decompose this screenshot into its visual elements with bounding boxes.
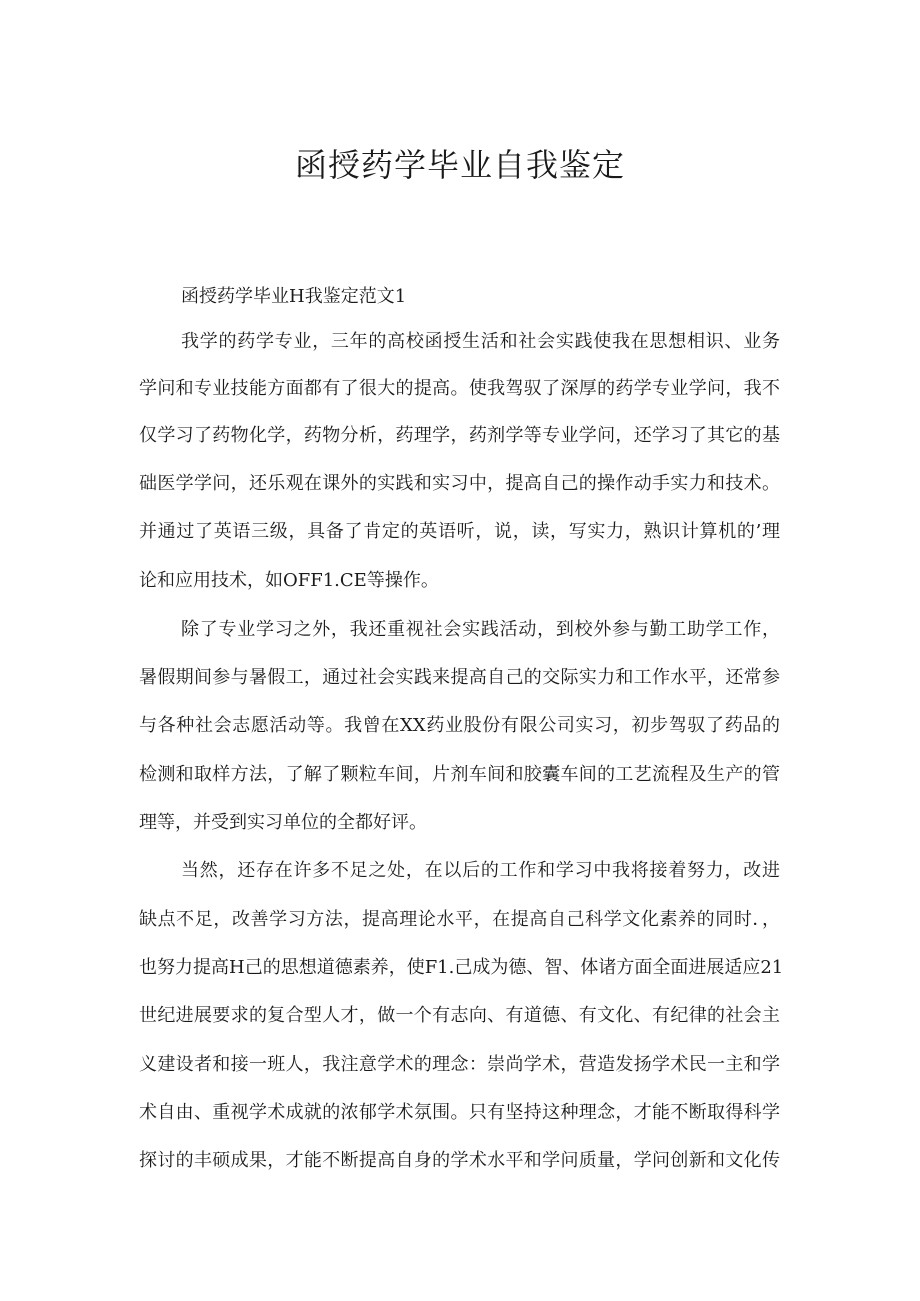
paragraph-line: 并通过了英语三级，具备了肯定的英语听，说，读，写实力，熟识计算机的’理 <box>139 521 780 542</box>
document-title: 函授药学毕业自我鉴定 <box>294 146 625 184</box>
paragraph-line: 检测和取样方法，了解了颗粒车间，片剂车间和胶囊车间的工艺流程及生产的管 <box>139 764 780 785</box>
paragraph-line: 论和应用技术，如OFF1.CE等操作。 <box>139 570 439 591</box>
paragraph-line: 学问和专业技能方面都有了很大的提高。使我驾驭了深厚的药学专业学问，我不 <box>139 378 780 399</box>
paragraph-line: 义建设者和接一班人，我注意学术的理念：崇尚学术，营造发扬学术民一主和学 <box>139 1054 780 1075</box>
paragraph-line: 除了专业学习之外，我还重视社会实践活动，到校外参与勤工助学工作， <box>181 619 780 640</box>
paragraph-line: 也努力提高H己的思想道德素养，使F1.己成为德、智、体诸方面全面进展适应21 <box>139 957 784 978</box>
paragraph-line: 暑假期间参与暑假工，通过社会实践来提高自己的交际实力和工作水平，还常参 <box>139 667 780 688</box>
paragraph-line: 我学的药学专业，三年的高校函授生活和社会实践使我在思想相识、业务 <box>181 331 780 352</box>
paragraph-line: 与各种社会志愿活动等。我曾在XX药业股份有限公司实习，初步驾驭了药品的 <box>139 715 780 736</box>
paragraph-line: 世纪进展要求的复合型人才，做一个有志向、有道德、有文化、有纪律的社会主 <box>139 1005 780 1026</box>
paragraph-line: 术自由、重视学术成就的浓郁学术氛围。只有坚持这种理念，才能不断取得科学 <box>139 1102 780 1123</box>
paragraph-line: 探讨的丰硕成果，才能不断提高自身的学术水平和学问质量，学问创新和文化传 <box>139 1150 780 1171</box>
paragraph-line: 础医学学问，还乐观在课外的实践和实习中，提高自己的操作动手实力和技术。 <box>139 473 780 494</box>
paragraph-line: 仅学习了药物化学，药物分析，药理学，药剂学等专业学问，还学习了其它的基 <box>139 425 780 446</box>
document-subtitle: 函授药学毕业H我鉴定范文1 <box>181 286 407 307</box>
paragraph-line: 缺点不足，改善学习方法，提高理论水平，在提高自己科学文化素养的同时．， <box>139 909 780 930</box>
paragraph-line: 当然，还存在许多不足之处，在以后的工作和学习中我将接着努力，改进 <box>181 860 780 881</box>
paragraph-line: 理等，并受到实习单位的全都好评。 <box>139 812 427 833</box>
